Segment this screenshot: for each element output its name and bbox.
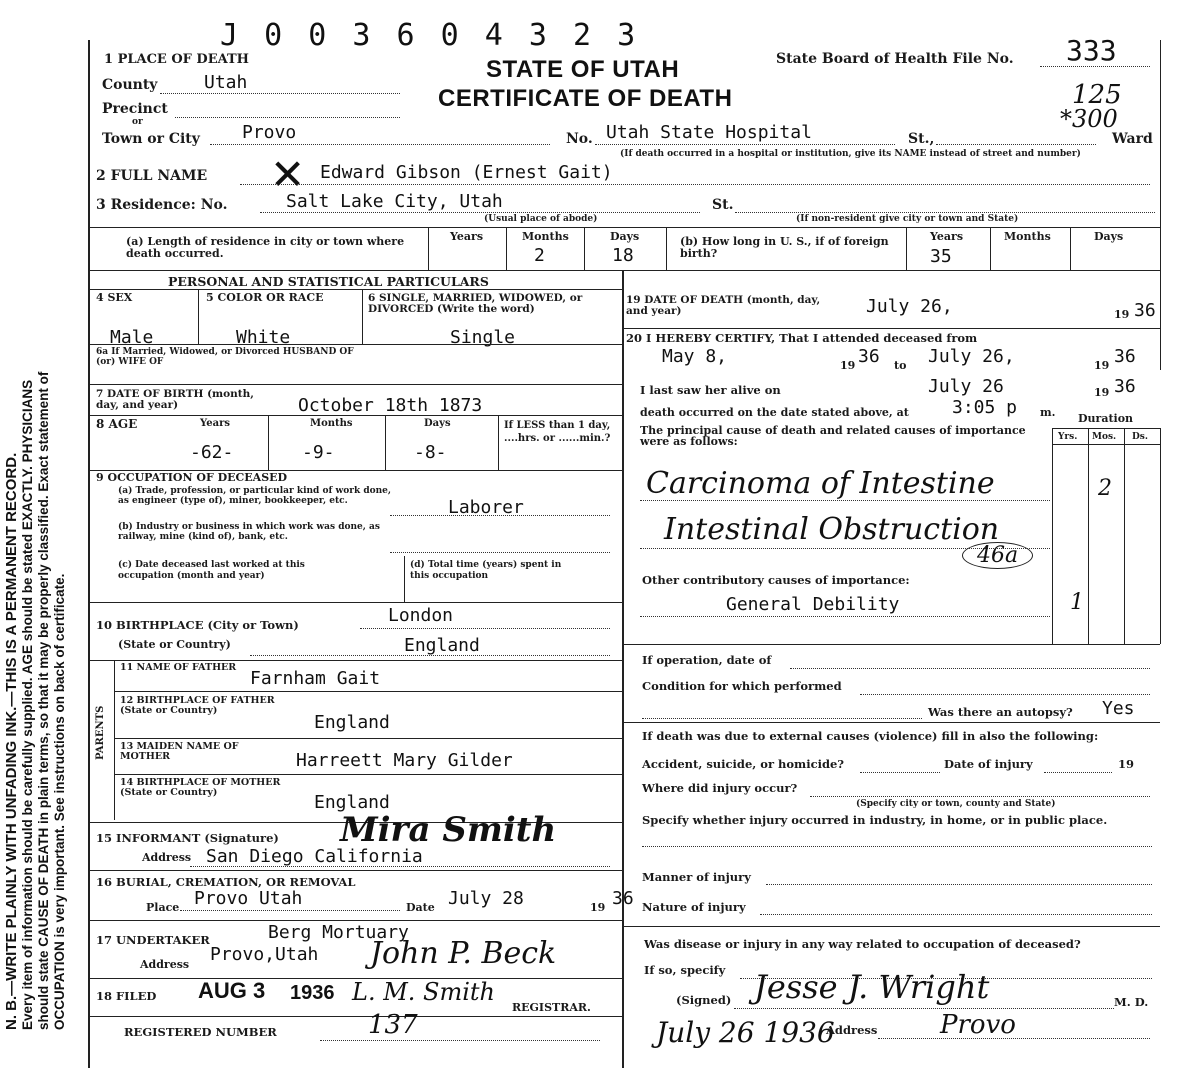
father-label: 11 NAME OF FATHER (120, 662, 237, 673)
parents-bracket (114, 660, 115, 820)
rule-parents (90, 660, 622, 661)
county-value: Utah (204, 72, 248, 93)
industry-line (390, 552, 610, 553)
father-birthplace-value: England (314, 712, 390, 733)
death-time-m: m. (1040, 406, 1056, 419)
nature-line (760, 914, 1152, 915)
us-months-header: Months (1004, 230, 1051, 243)
town-value: Provo (242, 122, 297, 143)
signature-line (734, 1008, 1114, 1009)
burial-place-value: Provo Utah (194, 888, 303, 909)
cause-1-line (640, 500, 1050, 501)
col-res-days-left (584, 228, 585, 270)
date-of-death-label: 19 DATE OF DEATH (month, day, and year) (626, 294, 821, 317)
st-label: St., (908, 131, 935, 147)
occupation-label: 9 OCCUPATION OF DECEASED (96, 471, 288, 484)
col-occ-d-left (404, 556, 405, 602)
town-line (210, 144, 550, 145)
birthplace-city-value: London (388, 605, 454, 626)
rule-dob (90, 384, 622, 385)
handwritten-number-2: *300 (1060, 105, 1118, 133)
contributory-duration: 1 (1070, 590, 1084, 615)
residence-st-line (735, 212, 1155, 213)
age-years-value: -62- (190, 442, 234, 463)
cause-1-value: Carcinoma of Intestine (646, 466, 995, 501)
marital-label: 6 SINGLE, MARRIED, WIDOWED, or DIVORCED (Write the word) (368, 292, 583, 315)
death-time-label: death occurred on the date stated above, at (640, 406, 909, 419)
informant-signature: Mira Smith (340, 810, 557, 850)
col-color-right (362, 289, 363, 344)
res-years-header: Years (450, 230, 484, 243)
industry-line-1 (642, 846, 1152, 847)
burial-date-value: July 28 (448, 888, 524, 909)
length-residence-label: (a) Length of residence in city or town where death occurred. (126, 235, 405, 260)
duration-col-2 (1088, 428, 1089, 644)
signed-label: (Signed) (676, 993, 732, 1007)
precinct-line (175, 117, 400, 118)
institution-value: Utah State Hospital (606, 122, 812, 143)
dod-year-prefix: 19 (1114, 308, 1130, 321)
usual-abode: (Usual place of abode) (484, 214, 598, 224)
birthplace-country-line (250, 655, 610, 656)
occupation-d-label: (d) Total time (years) spent in this occupation (410, 560, 562, 581)
attended-from-date: May 8, (662, 346, 728, 367)
age-label: 8 AGE (96, 417, 138, 431)
saw-year-prefix: 19 (1094, 386, 1110, 399)
rule-undertaker (90, 920, 622, 921)
ward-label: Ward (1112, 131, 1153, 147)
marital-value: Single (450, 327, 516, 348)
precinct-label: Precinct (102, 101, 168, 117)
certificate-serial: J 0 0 3 6 0 4 3 2 3 (220, 18, 640, 53)
where-injury-label: Where did injury occur? (642, 781, 798, 795)
death-time-value: 3:05 p (952, 397, 1018, 418)
informant-address-label: Address (142, 851, 192, 864)
operation-label: If operation, date of (642, 653, 772, 667)
rule-father-bp (114, 738, 622, 739)
principal-cause-label: The principal cause of death and related causes of importance were as follows: (640, 424, 1026, 448)
burial-place-line (180, 910, 400, 911)
col-us-months-left (990, 228, 991, 270)
frame-right (1160, 40, 1161, 370)
duration-col-1 (1052, 428, 1053, 644)
registrar-signature: L. M. Smith (352, 978, 496, 1006)
ward-line (936, 144, 1096, 145)
external-causes-label: If death was due to external causes (violence) fill in also the following: (642, 729, 1099, 743)
col-res-years-left (428, 228, 429, 270)
physician-address-line (878, 1038, 1150, 1039)
sex-label: 4 SEX (96, 291, 133, 304)
injury-year-prefix: 19 (1118, 757, 1135, 771)
cause-2-value: Intestinal Obstruction (664, 512, 1000, 547)
injury-date-line (1044, 772, 1112, 773)
rule-external (622, 722, 1160, 723)
md-label: M. D. (1114, 995, 1149, 1009)
informant-label: 15 INFORMANT (Signature) (96, 831, 279, 845)
physician-signature: Jesse J. Wright (754, 968, 990, 1006)
duration-col-3 (1124, 428, 1125, 644)
state-title: STATE OF UTAH (486, 56, 680, 83)
occupation-c-label: (c) Date deceased last worked at this occupation (month and year) (118, 560, 305, 581)
town-label: Town or City (102, 131, 200, 147)
from-year-value: 36 (858, 346, 880, 367)
rule-father (114, 691, 622, 692)
duration-label: Duration (1078, 412, 1134, 425)
age-months-header: Months (310, 418, 353, 429)
sex-value: Male (110, 327, 154, 348)
personal-header: PERSONAL AND STATISTICAL PARTICULARS (168, 274, 489, 289)
autopsy-value: Yes (1102, 698, 1135, 719)
col-age-months-left (268, 415, 269, 470)
cause-code: 46a (962, 542, 1033, 569)
informant-address-line (190, 866, 610, 867)
less-than-label: If LESS than 1 day, ....hrs. or ......min.? (504, 420, 611, 444)
rule-regnum (90, 1016, 622, 1017)
place-of-death-label: 1 PLACE OF DEATH (104, 52, 249, 67)
manner-line (766, 884, 1152, 885)
mother-label: 13 MAIDEN NAME OF MOTHER (120, 741, 239, 762)
name-cross-mark: ✕ (270, 150, 306, 199)
burial-date-label: Date (406, 901, 435, 914)
occupation-b-label: (b) Industry or business in which work was done, as railway, mine (kind of), bank, etc. (118, 522, 380, 542)
res-months-header: Months (522, 230, 569, 243)
rule-birthplace (90, 602, 622, 603)
filed-year-stamp: 1936 (290, 982, 335, 1004)
rule-spouse (90, 344, 622, 345)
age-years-header: Years (200, 418, 231, 429)
age-days-header: Days (424, 418, 451, 429)
hospital-note: (If death occurred in a hospital or institution, give its NAME instead of street and number) (620, 149, 1081, 159)
to-year-prefix: 19 (1094, 359, 1110, 372)
date-of-death-value: July 26, (866, 296, 953, 317)
no-label: No. (566, 131, 593, 147)
nonresident-note: (If non-resident give city or town and State) (796, 214, 1019, 224)
mother-birthplace-label: 14 BIRTHPLACE OF MOTHER (State or Country) (120, 777, 281, 798)
occupation-question: Was disease or injury in any way related to occupation of deceased? (644, 937, 1081, 951)
physician-address-value: Provo (940, 1010, 1016, 1040)
last-saw-label: I last saw her alive on (640, 383, 781, 397)
rule-certify (622, 328, 1160, 329)
residence-label: 3 Residence: No. (96, 197, 228, 213)
dob-value: October 18th 1873 (298, 395, 483, 416)
res-days-header: Days (610, 230, 640, 243)
contributory-value: General Debility (726, 594, 900, 615)
duration-col-4 (1160, 428, 1161, 644)
autopsy-pre-line (642, 718, 922, 719)
margin-line-3: should state CAUSE OF DEATH in plain terms, so that it may be properly classified. Exact statement of (36, 371, 51, 1030)
handwritten-number-1: 125 (1072, 80, 1122, 110)
where-injury-line (810, 796, 1150, 797)
res-days-value: 18 (612, 245, 634, 266)
if-so-label: If so, specify (644, 963, 726, 977)
occupation-value: Laborer (448, 497, 524, 518)
mother-value: Harreett Mary Gilder (296, 750, 513, 771)
burial-year-value: 36 (612, 888, 634, 909)
res-months-value: 2 (534, 245, 545, 266)
file-no: 333 (1066, 34, 1117, 67)
accident-label: Accident, suicide, or homicide? (642, 757, 845, 771)
parents-label: PARENTS (95, 705, 106, 760)
divider-center (622, 270, 624, 1068)
rule-age (90, 415, 622, 416)
col-us-years-left (906, 228, 907, 270)
col-res-months-left (506, 228, 507, 270)
registrar-label: REGISTRAR. (512, 1001, 591, 1014)
occupation-a-label: (a) Trade, profession, or particular kind of work done, as engineer (type of), miner, bookkeeper, etc. (118, 486, 392, 506)
father-birthplace-label: 12 BIRTHPLACE OF FATHER (State or Country) (120, 695, 275, 716)
contributory-line (640, 616, 1050, 617)
undertaker-address-value: Provo,Utah (210, 944, 319, 965)
saw-year-value: 36 (1114, 376, 1136, 397)
rule-residence-top (90, 227, 1160, 228)
col-age-less-left (498, 415, 499, 470)
filed-label: 18 FILED (96, 989, 157, 1003)
mother-birthplace-value: England (314, 792, 390, 813)
duration-grid-header (1052, 444, 1160, 445)
margin-line-2: Every item of information should be carefully supplied. AGE should be stated EXACTLY. PHYSICIANS (20, 379, 35, 1030)
duration-ds-header: Ds. (1132, 432, 1149, 442)
undertaker-value: Berg Mortuary (268, 922, 409, 943)
margin-line-1: N. B.—WRITE PLAINLY WITH UNFADING INK.—THIS IS A PERMANENT RECORD. (3, 452, 20, 1030)
col-age-days-left (385, 415, 386, 470)
specify-city-note: (Specify city or town, county and State) (856, 799, 1056, 809)
signature-date: July 26 1936 (656, 1016, 835, 1049)
undertaker-address-label: Address (140, 958, 190, 971)
col-sex-right (198, 289, 199, 344)
attended-to-date: July 26, (928, 346, 1015, 367)
cause-1-duration: 2 (1098, 476, 1112, 501)
registered-number-label: REGISTERED NUMBER (124, 1025, 277, 1039)
state-country-label: (State or Country) (118, 638, 231, 651)
birthplace-label: 10 BIRTHPLACE (City or Town) (96, 618, 299, 632)
certificate-title: CERTIFICATE OF DEATH (438, 85, 733, 112)
duration-mos-header: Mos. (1092, 432, 1117, 442)
or-label: or (132, 117, 143, 127)
us-years-header: Years (930, 230, 964, 243)
duration-yrs-header: Yrs. (1058, 432, 1078, 442)
informant-address-value: San Diego California (206, 846, 423, 867)
burial-year-prefix: 19 (590, 901, 606, 914)
to-label: to (894, 359, 907, 372)
frame-left (88, 40, 90, 1068)
col-res-days-right (666, 228, 667, 270)
undertaker-label: 17 UNDERTAKER (96, 933, 210, 947)
color-value: White (236, 327, 291, 348)
accident-line (860, 772, 940, 773)
contributory-label: Other contributory causes of importance: (642, 573, 910, 587)
physician-address-label: Address (826, 1023, 878, 1037)
from-year-prefix: 19 (840, 359, 856, 372)
rule-occupation-question (622, 926, 1160, 927)
operation-line (790, 668, 1150, 669)
us-days-header: Days (1094, 230, 1124, 243)
duration-grid-top (1052, 428, 1160, 429)
rule-personal-header (90, 289, 622, 290)
margin-line-4: OCCUPATION is very important. See instructions on back of certificate. (52, 573, 67, 1030)
condition-label: Condition for which performed (642, 679, 842, 693)
nature-label: Nature of injury (642, 900, 746, 914)
certify-label: 20 I HEREBY CERTIFY, That I attended deceased from (626, 331, 978, 345)
institution-line (595, 144, 895, 145)
col-us-days-left (1070, 228, 1071, 270)
full-name-label: 2 FULL NAME (96, 168, 208, 184)
dod-year-value: 36 (1134, 300, 1156, 321)
residence-st-label: St. (712, 197, 734, 213)
age-months-value: -9- (302, 442, 335, 463)
autopsy-label: Was there an autopsy? (928, 705, 1073, 719)
full-name-value: Edward Gibson (Ernest Gait) (320, 162, 613, 183)
occupation-line (390, 515, 610, 516)
full-name-line (240, 184, 1150, 185)
manner-label: Manner of injury (642, 870, 751, 884)
injury-date-label: Date of injury (944, 757, 1033, 771)
rule-burial (90, 870, 622, 871)
father-value: Farnham Gait (250, 668, 381, 689)
residence-value: Salt Lake City, Utah (286, 191, 503, 212)
specify-industry-label: Specify whether injury occurred in industry, in home, or in public place. (642, 813, 1108, 827)
undertaker-signature: John P. Beck (370, 936, 557, 971)
file-no-line (1040, 66, 1150, 67)
rule-personal-top (90, 270, 1160, 271)
regnum-line (320, 1040, 600, 1041)
us-years-value: 35 (930, 246, 952, 267)
burial-label: 16 BURIAL, CREMATION, OR REMOVAL (96, 875, 356, 889)
condition-line (860, 694, 1150, 695)
county-label: County (102, 77, 158, 93)
age-days-value: -8- (414, 442, 447, 463)
burial-place-label: Place (146, 901, 180, 914)
birthplace-country-value: England (404, 635, 480, 656)
birthplace-city-line (360, 628, 610, 629)
rule-mother (114, 774, 622, 775)
file-no-label: State Board of Health File No. (776, 51, 1014, 67)
dob-label: 7 DATE OF BIRTH (month, day, and year) (96, 388, 254, 411)
residence-line (260, 212, 700, 213)
registered-number-value: 137 (368, 1010, 418, 1040)
filed-date-stamp: AUG 3 (198, 978, 266, 1003)
color-label: 5 COLOR OR RACE (206, 291, 324, 304)
margin-instructions (4, 40, 68, 1030)
to-year-value: 36 (1114, 346, 1136, 367)
rule-operation (622, 644, 1160, 645)
county-line (160, 93, 400, 94)
spouse-label: 6a If Married, Widowed, or Divorced HUSBAND OF (or) WIFE OF (96, 347, 354, 367)
last-saw-date: July 26 (928, 376, 1004, 397)
us-residence-label: (b) How long in U. S., if of foreign birth? (680, 235, 889, 260)
